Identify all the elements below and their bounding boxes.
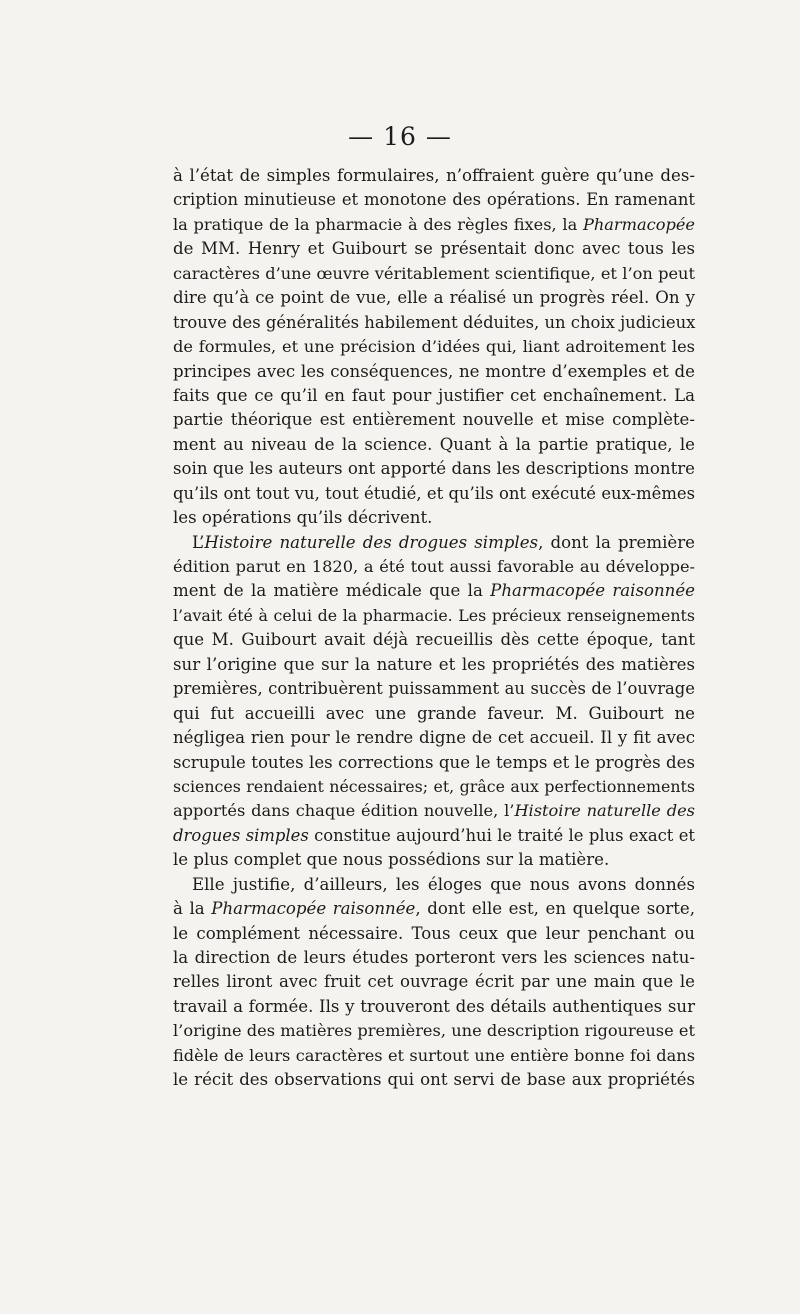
text-segment: principes avec les conséquences, ne montre d’exemples et de bbox=[173, 361, 695, 381]
text-line bbox=[173, 482, 695, 506]
text-segment: partie théorique est entièrement nouvelle et mise complète- bbox=[173, 410, 695, 430]
text-segment: négligea rien pour le rendre digne de cet accueil. Il y fit avec bbox=[173, 728, 695, 748]
text-segment: constitue aujourd’hui le traité le plus exact et bbox=[308, 825, 695, 845]
italic-title: drogues simples bbox=[173, 825, 309, 845]
text-line bbox=[173, 848, 695, 872]
text-segment: la pratique de la pharmacie à des règles fixes, la bbox=[173, 214, 583, 234]
text-segment: l’origine des matières premières, une description rigoureuse et bbox=[173, 1021, 695, 1041]
text-segment: travail a formée. Ils y trouveront des détails authentiques sur bbox=[173, 996, 695, 1016]
text-line bbox=[173, 213, 695, 237]
text-segment: l’avait été à celui de la pharmacie. Les précieux renseignements bbox=[173, 605, 695, 625]
text-segment: les opérations qu’ils décrivent. bbox=[173, 508, 433, 528]
text-segment: le plus complet que nous possédions sur la matière. bbox=[173, 850, 610, 870]
text-line bbox=[173, 751, 695, 775]
text-line bbox=[173, 702, 695, 726]
text-line bbox=[173, 164, 695, 188]
text-segment: de formules, et une précision d’idées qui, liant adroitement les bbox=[173, 337, 695, 357]
text-segment: le récit des observations qui ont servi de base aux propriétés bbox=[173, 1070, 695, 1090]
text-segment: fidèle de leurs caractères et surtout une entière bonne foi dans bbox=[173, 1045, 695, 1065]
text-line bbox=[173, 286, 695, 310]
paragraph-start-line bbox=[173, 873, 695, 897]
italic-title: Histoire naturelle des drogues simples bbox=[204, 532, 539, 552]
italic-title: Pharmacopée bbox=[582, 214, 695, 234]
text-segment: premières, contribuèrent puissamment au succès de l’ouvrage bbox=[173, 679, 695, 699]
text-line bbox=[173, 555, 695, 579]
text-line bbox=[173, 995, 695, 1019]
text-segment: cription minutieuse et monotone des opérations. En ramenant bbox=[173, 190, 695, 210]
text-line bbox=[173, 384, 695, 408]
text-segment: ment au niveau de la science. Quant à la partie pratique, le bbox=[173, 434, 695, 454]
text-line bbox=[173, 360, 695, 384]
text-segment: caractères d’une œuvre véritablement scientifique, et l’on peut bbox=[173, 263, 695, 283]
text-line bbox=[173, 1068, 695, 1092]
text-line bbox=[173, 237, 695, 261]
text-segment: ment de la matière médicale que la bbox=[173, 581, 491, 601]
text-line bbox=[173, 457, 695, 481]
text-segment: sur l’origine que sur la nature et les propriétés des matières bbox=[173, 654, 695, 674]
text-line bbox=[173, 677, 695, 701]
body-text bbox=[173, 164, 695, 1093]
text-segment: , dont elle est, en quelque sorte, bbox=[415, 899, 695, 919]
text-line bbox=[173, 946, 695, 970]
text-line bbox=[173, 408, 695, 432]
text-line bbox=[173, 897, 695, 921]
text-segment: dire qu’à ce point de vue, elle a réalisé un progrès réel. On y bbox=[173, 288, 695, 308]
text-segment: trouve des généralités habilement déduites, un choix judicieux bbox=[173, 312, 696, 332]
text-segment: faits que ce qu’il en faut pour justifier cet enchaînement. La bbox=[173, 385, 695, 405]
text-segment: scrupule toutes les corrections que le temps et le progrès des bbox=[173, 752, 695, 772]
italic-title: Pharmacopée raisonnée bbox=[211, 899, 416, 919]
text-line bbox=[173, 506, 695, 530]
text-line bbox=[173, 799, 695, 823]
text-line bbox=[173, 726, 695, 750]
text-segment: qu’ils ont tout vu, tout étudié, et qu’ils ont exécuté eux-mêmes bbox=[173, 483, 695, 503]
text-line bbox=[173, 1044, 695, 1068]
text-segment: relles liront avec fruit cet ouvrage écrit par une main que le bbox=[173, 972, 695, 992]
text-line bbox=[173, 970, 695, 994]
text-segment: le complément nécessaire. Tous ceux que leur penchant ou bbox=[173, 923, 695, 943]
text-segment: édition parut en 1820, a été tout aussi favorable au développe- bbox=[173, 557, 695, 576]
text-segment: L’ bbox=[192, 532, 205, 552]
italic-title: Pharmacopée raisonnée bbox=[490, 581, 696, 601]
text-segment: qui fut accueilli avec une grande faveur. M. Guibourt ne bbox=[173, 703, 695, 723]
text-line bbox=[173, 824, 695, 848]
text-line bbox=[173, 1019, 695, 1043]
text-segment: de MM. Henry et Guibourt se présentait donc avec tous les bbox=[173, 239, 695, 259]
text-line bbox=[173, 262, 695, 286]
italic-title: Histoire naturelle des bbox=[514, 801, 695, 821]
text-line bbox=[173, 579, 695, 603]
text-line bbox=[173, 311, 695, 335]
text-line bbox=[173, 604, 695, 628]
text-line bbox=[173, 335, 695, 359]
text-line bbox=[173, 628, 695, 652]
text-line bbox=[173, 433, 695, 457]
text-line bbox=[173, 653, 695, 677]
text-line bbox=[173, 775, 695, 799]
text-segment: à la bbox=[173, 899, 212, 919]
text-segment: apportés dans chaque édition nouvelle, l’ bbox=[173, 801, 515, 821]
text-line bbox=[173, 922, 695, 946]
text-segment: soin que les auteurs ont apporté dans les descriptions montre bbox=[173, 459, 695, 479]
text-segment: Elle justifie, d’ailleurs, les éloges que nous avons donnés bbox=[192, 874, 695, 894]
paragraph-start-line bbox=[173, 531, 695, 555]
text-segment: que M. Guibourt avait déjà recueillis dès cette époque, tant bbox=[173, 630, 695, 650]
text-segment: à l’état de simples formulaires, n’offraient guère qu’une des- bbox=[173, 166, 695, 185]
text-segment: , dont la première bbox=[538, 532, 695, 552]
page-number: — 16 — bbox=[348, 122, 452, 151]
text-line bbox=[173, 188, 695, 212]
text-segment: la direction de leurs études porteront vers les sciences natu- bbox=[173, 948, 695, 967]
text-segment: sciences rendaient nécessaires; et, grâce aux perfectionnements bbox=[173, 776, 695, 796]
